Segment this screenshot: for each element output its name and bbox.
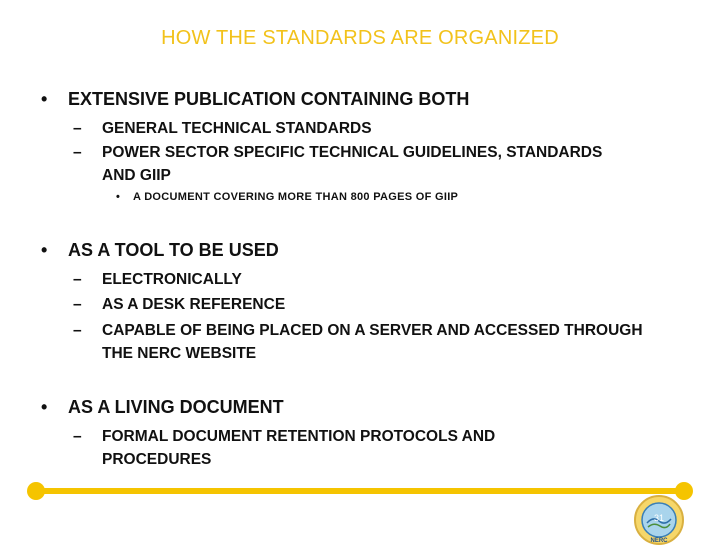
section-heading-text: AS A LIVING DOCUMENT <box>68 397 284 417</box>
bullet: • <box>41 397 48 417</box>
list-item-text: FORMAL DOCUMENT RETENTION PROTOCOLS AND PROCEDURES <box>102 428 496 468</box>
list-item <box>73 141 622 187</box>
bullet: • <box>116 191 121 203</box>
list-item <box>73 268 662 291</box>
list-item-text: CAPABLE OF BEING PLACED ON A SERVER AND ACCESSED THROUGH THE NERC WEBSITE <box>102 322 643 362</box>
section-heading-living <box>41 397 284 418</box>
list-item <box>73 425 572 471</box>
list-item-text: ELECTRONICALLY <box>102 271 242 288</box>
list-item-text: AS A DESK REFERENCE <box>102 296 286 313</box>
page-number: 31 <box>653 513 665 523</box>
section-heading-publication <box>41 89 470 110</box>
section-heading-text: EXTENSIVE PUBLICATION CONTAINING BOTH <box>68 89 470 109</box>
dash: – <box>73 271 82 288</box>
divider-left-dot <box>27 482 45 500</box>
section-heading-tool <box>41 240 279 261</box>
slide-title: HOW THE STANDARDS ARE ORGANIZED <box>161 27 559 49</box>
footer-divider <box>34 488 684 494</box>
bullet: • <box>41 89 48 109</box>
bullet: • <box>41 240 48 260</box>
list-item <box>73 117 662 140</box>
list-item-text: GENERAL TECHNICAL STANDARDS <box>102 120 372 137</box>
sub-list-item <box>116 191 459 203</box>
dash: – <box>73 144 82 161</box>
logo-text: NERC <box>650 538 668 544</box>
section-heading-text: AS A TOOL TO BE USED <box>68 240 279 260</box>
dash: – <box>73 322 82 339</box>
nerc-logo-icon <box>633 494 685 546</box>
sub-list-item-text: A DOCUMENT COVERING MORE THAN 800 PAGES OF GIIP <box>133 191 459 203</box>
list-item-text: POWER SECTOR SPECIFIC TECHNICAL GUIDELINES, STANDARDS AND GIIP <box>102 144 603 184</box>
list-item <box>73 293 662 316</box>
list-item <box>73 319 662 365</box>
dash: – <box>73 428 82 445</box>
dash: – <box>73 296 82 313</box>
dash: – <box>73 120 82 137</box>
